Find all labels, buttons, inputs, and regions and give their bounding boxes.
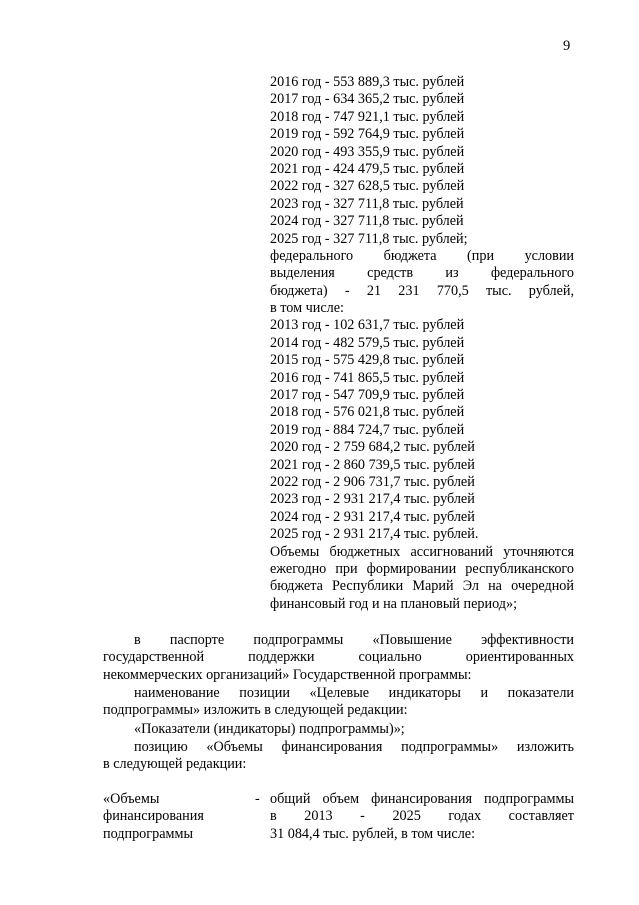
year-amount-line: 2018 год - 747 921,1 тыс. рублей	[270, 108, 465, 125]
word: государственной	[103, 649, 205, 666]
year-amount-line: 2024 год - 327 711,8 тыс. рублей	[270, 213, 464, 230]
word: «Объемы	[206, 739, 263, 755]
word: федерального	[270, 247, 354, 264]
paragraph-4-line-1	[103, 739, 574, 756]
note-line: ежегодно при формировании республиканского	[270, 560, 574, 577]
word: поддержки	[248, 649, 315, 666]
federal-header-line-2	[270, 265, 574, 282]
word: общий	[270, 791, 311, 807]
word: в	[134, 632, 141, 648]
table-dash: -	[255, 791, 260, 807]
year-amount-line: 2022 год - 2 906 731,7 тыс. рублей	[270, 473, 475, 490]
word: (при	[467, 247, 495, 264]
year-amount-line: 2023 год - 2 931 217,4 тыс. рублей	[270, 491, 475, 508]
paragraph-2-line-2: подпрограммы» изложить в следующей редакции:	[103, 702, 408, 719]
year-amount-line: 2021 год - 424 479,5 тыс. рублей	[270, 160, 465, 177]
word: федерального	[490, 265, 574, 282]
year-amount-line: 2013 год - 102 631,7 тыс. рублей	[270, 317, 465, 334]
word: позиции	[239, 685, 290, 701]
dash: -	[344, 282, 350, 299]
word: показатели	[507, 685, 575, 701]
paragraph-1	[103, 632, 574, 684]
year-amount-line: 2019 год - 884 724,7 тыс. рублей	[270, 421, 465, 438]
year-amount-line: 2019 год - 592 764,9 тыс. рублей	[270, 126, 465, 143]
year-amount-line: 2017 год - 634 365,2 тыс. рублей	[270, 91, 465, 108]
table-left-cell	[103, 791, 253, 843]
paragraph-4-line-2: в следующей редакции:	[103, 756, 247, 773]
paragraph-2-line-1	[103, 685, 574, 702]
word: паспорте	[169, 632, 225, 648]
word: выделения	[270, 265, 335, 282]
federal-header-line-3	[270, 283, 574, 300]
year-amount-line: 2025 год - 2 931 217,4 тыс. рублей.	[270, 526, 479, 543]
federal-header-line-4: в том числе:	[270, 300, 344, 317]
year-amount-line: 2023 год - 327 711,8 тыс. рублей	[270, 195, 464, 212]
word: из	[445, 265, 459, 282]
year-amount-line: 2021 год - 2 860 739,5 тыс. рублей	[270, 456, 475, 473]
word: изложить	[516, 739, 575, 755]
word: «Целевые	[309, 685, 370, 701]
table-left-line: финансирования	[103, 808, 204, 825]
word: и	[480, 685, 489, 701]
year-amount-line: 2015 год - 575 429,8 тыс. рублей	[270, 352, 465, 369]
federal-total: 21 231 770,5 тыс. рублей,	[366, 282, 574, 299]
regional-years-list	[270, 74, 574, 248]
word: позицию	[134, 739, 188, 755]
federal-years-list	[270, 317, 574, 543]
paragraph-3-line: «Показатели (индикаторы) подпрограммы)»;	[134, 721, 405, 737]
table-left-line: «Объемы	[103, 791, 160, 807]
table-right-line-3: 31 084,4 тыс. рублей, в том числе:	[270, 825, 476, 842]
financing-column	[270, 74, 574, 613]
word: условии	[524, 247, 575, 264]
paragraph-3	[103, 721, 574, 738]
paragraph-1-line-3: некоммерческих организаций» Государственной программы:	[103, 666, 472, 683]
paragraph-4	[103, 739, 574, 774]
word: подпрограммы»	[401, 739, 499, 755]
paragraph-1-line-1	[103, 632, 574, 649]
year-amount-line: 2024 год - 2 931 217,4 тыс. рублей	[270, 508, 475, 525]
word: средств	[367, 265, 414, 282]
year-amount-line: 2016 год - 553 889,3 тыс. рублей	[270, 74, 465, 90]
note-text	[270, 544, 574, 596]
year-amount-line: 2017 год - 547 709,9 тыс. рублей	[270, 387, 465, 404]
year-amount-line: 2018 год - 576 021,8 тыс. рублей	[270, 404, 465, 421]
word: социально	[358, 649, 422, 666]
paragraph-1-line-2	[103, 649, 574, 666]
word: бюджета	[383, 247, 437, 264]
word: составляет	[508, 808, 574, 825]
year-amount-line: 2020 год - 2 759 684,2 тыс. рублей	[270, 439, 475, 456]
table-right-cell	[270, 791, 574, 843]
year-amount-line: 2025 год - 327 711,8 тыс. рублей;	[270, 230, 468, 247]
word: в	[270, 808, 277, 825]
year-amount-line: 2014 год - 482 579,5 тыс. рублей	[270, 334, 465, 351]
note-line: Объемы бюджетных ассигнований уточняются	[270, 543, 574, 560]
word: финансирования	[281, 739, 383, 755]
word: подпрограммы	[253, 632, 344, 648]
word: ориентированных	[465, 649, 574, 666]
page-number: 9	[563, 38, 571, 54]
paragraph-2	[103, 685, 574, 720]
word: «Повышение	[372, 632, 452, 648]
word: эффективности	[481, 632, 575, 648]
year-amount-line: 2020 год - 493 355,9 тыс. рублей	[270, 143, 465, 160]
word: 2013 - 2025 годах	[304, 808, 482, 825]
table-right-line-2	[270, 808, 574, 825]
year-amount-line: 2022 год - 327 628,5 тыс. рублей	[270, 178, 465, 195]
note-line: бюджета Республики Марий Эл на очередной	[270, 578, 574, 595]
word: индикаторы	[388, 685, 461, 701]
word: финансирования	[371, 791, 472, 807]
word: наименование	[134, 685, 220, 701]
word: бюджета)	[270, 282, 328, 299]
word: объем	[322, 791, 360, 807]
federal-header-line-1	[270, 248, 574, 265]
table-left-line: подпрограммы	[103, 825, 193, 842]
table-right-line-1	[270, 791, 574, 808]
word: подпрограммы	[484, 791, 575, 807]
note-last-line: финансовый год и на плановый период»;	[270, 595, 518, 612]
year-amount-line: 2016 год - 741 865,5 тыс. рублей	[270, 369, 465, 386]
